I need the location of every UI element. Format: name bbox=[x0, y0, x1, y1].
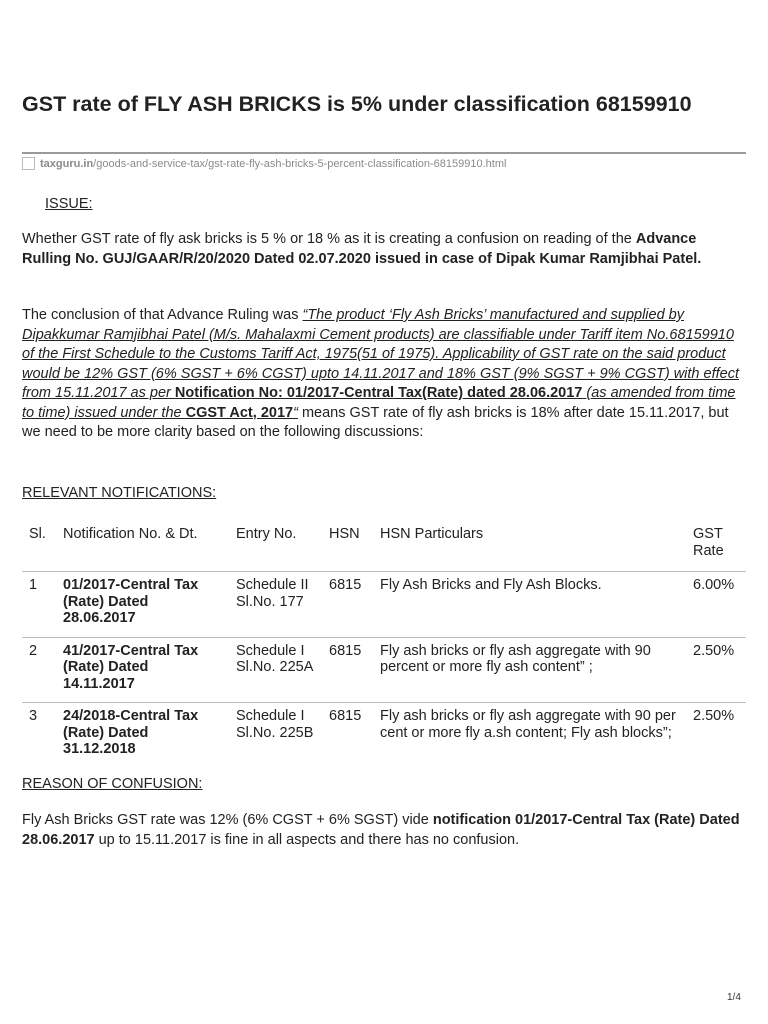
reason-lead: Fly Ash Bricks GST rate was 12% (6% CGST + 6% SGST) vide bbox=[22, 812, 433, 828]
article-title: GST rate of FLY ASH BRICKS is 5% under classification 68159910 bbox=[22, 92, 692, 116]
cell-entry: Schedule I Sl.No. 225B bbox=[229, 703, 322, 768]
cell-entry: Schedule II Sl.No. 177 bbox=[229, 572, 322, 638]
table-row bbox=[22, 703, 746, 768]
cell-notification: 41/2017-Central Tax (Rate) Dated 14.11.2017 bbox=[56, 637, 229, 703]
quote-notification-ref: Notification No: 01/2017-Central Tax(Rate) dated 28.06.2017 bbox=[174, 385, 583, 401]
cell-sl: 2 bbox=[22, 637, 56, 703]
cell-sl: 3 bbox=[22, 703, 56, 768]
col-header-entry: Entry No. bbox=[236, 526, 297, 542]
cell-hsn: 6815 bbox=[322, 572, 373, 638]
cell-entry: Schedule I Sl.No. 225A bbox=[229, 637, 322, 703]
table-header-row bbox=[22, 521, 746, 572]
issue-paragraph bbox=[22, 230, 746, 269]
cell-notification: 01/2017-Central Tax (Rate) Dated 28.06.2017 bbox=[56, 572, 229, 638]
advance-ruling-reference: Advance Rulling No. GUJ/GAAR/R/20/2020 Dated 02.07.2020 issued in case of Dipak Kumar Ramjibhai Patel. bbox=[22, 231, 702, 267]
reason-of-confusion-heading: REASON OF CONFUSION: bbox=[22, 776, 203, 792]
col-header-particulars: HSN Particulars bbox=[380, 526, 484, 542]
table-row bbox=[22, 572, 746, 638]
col-header-sl: Sl. bbox=[29, 526, 46, 542]
reason-paragraph bbox=[22, 811, 746, 850]
cell-particulars: Fly ash bricks or fly ash aggregate with 90 percent or more fly ash content” ; bbox=[373, 637, 686, 703]
source-domain[interactable]: taxguru.in bbox=[40, 157, 94, 170]
quote-act-ref: CGST Act, 2017 bbox=[185, 404, 294, 421]
col-header-notification: Notification No. & Dt. bbox=[63, 526, 198, 542]
conclusion-tail: means GST rate of fly ash bricks is 18% after date 15.11.2017, but we need to be more clarity based on the following discussions: bbox=[22, 404, 729, 440]
issue-heading: ISSUE: bbox=[45, 196, 93, 212]
cell-notification: 24/2018-Central Tax (Rate) Dated 31.12.2018 bbox=[56, 703, 229, 768]
relevant-notifications-heading: RELEVANT NOTIFICATIONS: bbox=[22, 485, 217, 501]
cell-particulars: Fly Ash Bricks and Fly Ash Blocks. bbox=[373, 572, 686, 638]
cell-particulars: Fly ash bricks or fly ash aggregate with 90 per cent or more fly a.sh content; Fly ash blocks”; bbox=[373, 703, 686, 768]
reason-tail: up to 15.11.2017 is fine in all aspects and there has no confusion. bbox=[94, 831, 520, 848]
cell-rate: 2.50% bbox=[686, 637, 746, 703]
quote-text-b: (as amended from time to time) issued under the bbox=[22, 385, 736, 421]
conclusion-lead: The conclusion of that Advance Ruling was bbox=[22, 307, 303, 323]
source-url[interactable] bbox=[22, 157, 506, 170]
col-header-hsn: HSN bbox=[329, 526, 360, 542]
source-path[interactable]: /goods-and-service-tax/gst-rate-fly-ash-bricks-5-percent-classification-68159910.html bbox=[93, 157, 507, 170]
cell-hsn: 6815 bbox=[322, 703, 373, 768]
cell-hsn: 6815 bbox=[322, 637, 373, 703]
issue-text: Whether GST rate of fly ask bricks is 5 % or 18 % as it is creating a confusion on reading of the bbox=[22, 231, 636, 247]
reason-notification-ref: notification 01/2017-Central Tax (Rate) Dated 28.06.2017 bbox=[22, 812, 740, 848]
page-number: 1/4 bbox=[727, 992, 741, 1003]
cell-rate: 2.50% bbox=[686, 703, 746, 768]
notifications-table bbox=[22, 521, 746, 768]
favicon-icon bbox=[22, 157, 35, 170]
col-header-rate: GST Rate bbox=[693, 526, 724, 559]
quote-text-a: “The product ‘Fly Ash Bricks’ manufactured and supplied by Dipakkumar Ramjibhai Patel (M/s. Mahalaxmi Cement products) are classifiable under Tariff item No.68159910 of the First Schedule to the Customs Tariff Act, 1975(51 of 1975). Applicability of GST rate on the said product would be 12% GST (6% SGST + 6% CGST) upto 14.11.2017 and 18% GST (9% SGST + 9% CGST) with effect from 15.11.2017 as per bbox=[22, 307, 739, 401]
table-row bbox=[22, 637, 746, 703]
conclusion-paragraph bbox=[22, 306, 746, 443]
cell-sl: 1 bbox=[22, 572, 56, 638]
quote-close: “ bbox=[293, 404, 298, 421]
ruling-quote bbox=[22, 307, 739, 421]
title-divider bbox=[22, 152, 746, 154]
cell-rate: 6.00% bbox=[686, 572, 746, 638]
